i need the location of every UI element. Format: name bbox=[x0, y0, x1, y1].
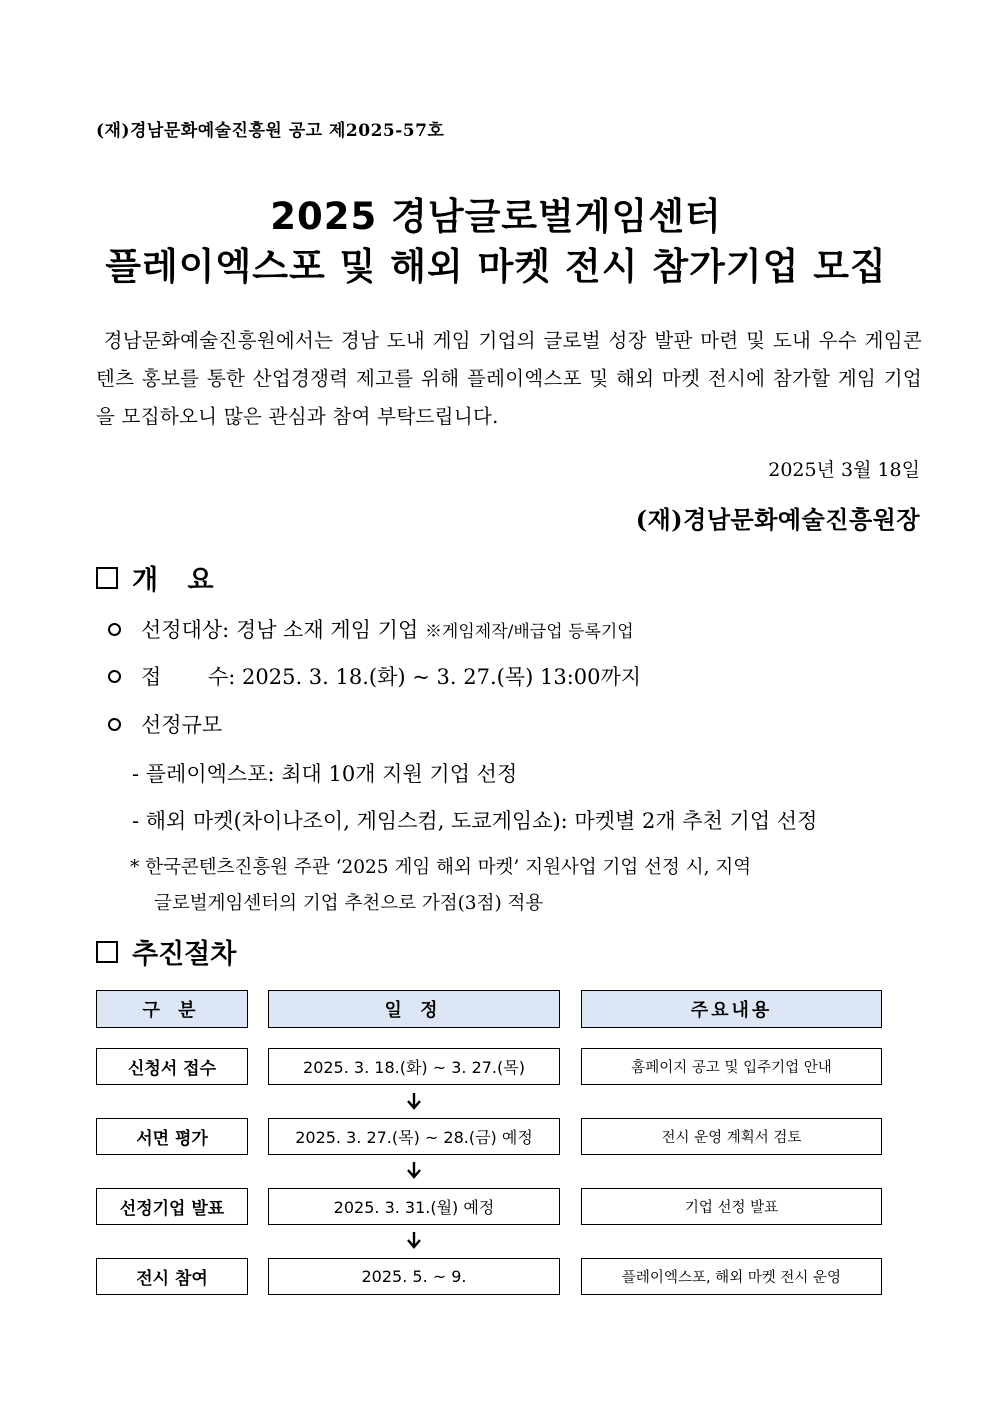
item-note: ※게임제작/배급업 등록기업 bbox=[424, 621, 634, 642]
arrow-down-icon bbox=[404, 1160, 424, 1180]
item-value: 2025. 3. 18.(화) ~ 3. 27.(목) 13:00까지 bbox=[242, 665, 642, 689]
stage-cell: 선정기업 발표 bbox=[96, 1188, 248, 1225]
item-label: 접 수: bbox=[141, 665, 236, 689]
schedule-cell: 2025. 3. 27.(목) ~ 28.(금) 예정 bbox=[268, 1118, 560, 1155]
notice-number: (재)경남문화예술진흥원 공고 제2025-57호 bbox=[96, 121, 445, 141]
section-overview-heading bbox=[96, 558, 224, 597]
page-title-line1: 2025 경남글로벌게임센터 bbox=[270, 195, 722, 238]
arrow-down-icon bbox=[404, 1230, 424, 1250]
header-content: 주요내용 bbox=[581, 990, 882, 1028]
footnote bbox=[130, 850, 922, 922]
schedule-cell: 2025. 3. 18.(화) ~ 3. 27.(목) bbox=[268, 1048, 560, 1085]
bullet-circle-icon bbox=[108, 623, 121, 636]
item-value: 경남 소재 게임 기업 bbox=[235, 618, 419, 642]
scale-overseas: - 해외 마켓(차이나조이, 게임스컴, 도쿄게임쇼): 마켓별 2개 추천 기업 선정 bbox=[132, 809, 818, 833]
content-cell: 전시 운영 계획서 검토 bbox=[581, 1118, 882, 1155]
checkbox-square-icon bbox=[96, 941, 118, 963]
checkbox-square-icon bbox=[96, 567, 118, 589]
overview-item-scale bbox=[108, 709, 222, 739]
header-stage: 구 분 bbox=[96, 990, 248, 1028]
schedule-cell: 2025. 5. ~ 9. bbox=[268, 1258, 560, 1295]
page-title-line2: 플레이엑스포 및 해외 마켓 전시 참가기업 모집 bbox=[105, 245, 887, 288]
content-cell: 기업 선정 발표 bbox=[581, 1188, 882, 1225]
stage-cell: 서면 평가 bbox=[96, 1118, 248, 1155]
item-label: 선정규모 bbox=[141, 713, 223, 737]
bullet-circle-icon bbox=[108, 718, 121, 731]
issuer-name: (재)경남문화예술진흥원장 bbox=[635, 505, 920, 534]
announcement-date: 2025년 3월 18일 bbox=[768, 459, 920, 481]
scale-playexpo: - 플레이엑스포: 최대 10개 지원 기업 선정 bbox=[132, 762, 518, 786]
header-schedule: 일 정 bbox=[268, 990, 560, 1028]
schedule-cell: 2025. 3. 31.(월) 예정 bbox=[268, 1188, 560, 1225]
arrow-down-icon bbox=[404, 1091, 424, 1111]
overview-item-reception bbox=[108, 661, 641, 691]
footnote-line1: * 한국콘텐츠진흥원 주관 ‘2025 게임 해외 마켓’ 지원사업 기업 선정 시, 지역 bbox=[130, 857, 752, 878]
bullet-circle-icon bbox=[108, 670, 121, 683]
stage-cell: 전시 참여 bbox=[96, 1258, 248, 1295]
stage-cell: 신청서 접수 bbox=[96, 1048, 248, 1085]
overview-item-target bbox=[108, 614, 634, 644]
item-label: 선정대상: bbox=[141, 618, 230, 642]
overview-heading-text: 개 요 bbox=[132, 565, 224, 596]
intro-text: 경남문화예술진흥원에서는 경남 도내 게임 기업의 글로벌 성장 발판 마련 및 도내 우수 게임콘텐츠 홍보를 통한 산업경쟁력 제고를 위해 플레이엑스포 및 해외 마켓 전시에 참가할 게임 기업을 모집하오니 많은 관심과 참여 부탁드립니다. bbox=[96, 329, 922, 428]
procedure-heading-text: 추진절차 bbox=[132, 939, 237, 970]
footnote-line2: 글로벌게임센터의 기업 추천으로 가점(3점) 적용 bbox=[154, 893, 544, 914]
content-cell: 홈페이지 공고 및 입주기업 안내 bbox=[581, 1048, 882, 1085]
intro-paragraph bbox=[96, 322, 922, 436]
section-procedure-heading bbox=[96, 932, 236, 971]
content-cell: 플레이엑스포, 해외 마켓 전시 운영 bbox=[581, 1258, 882, 1295]
